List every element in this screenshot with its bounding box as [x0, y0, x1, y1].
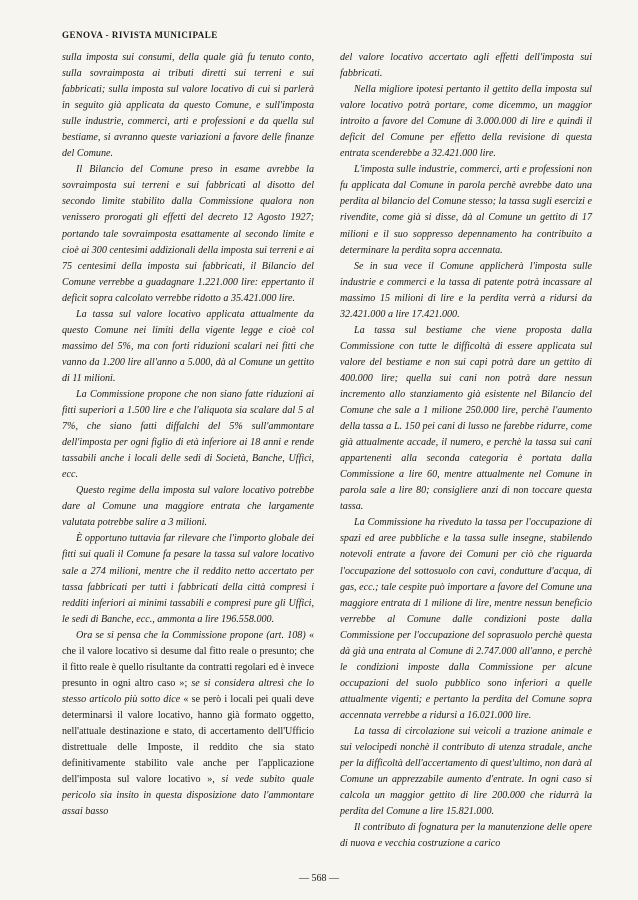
quoted-text: « se però i locali pei quali deve determinarsi il valore locativo, hanno già formato oggetto, nell'attuale destinazione e stato, di accertamento dell'Ufficio distrettuale delle Imposte, il reddito che sia stato definitivamente stabilito vale anche per l'applicazione dell'imposta sul valore locativo », [62, 693, 314, 786]
running-header: GENOVA - RIVISTA MUNICIPALE [62, 30, 218, 40]
left-column [62, 50, 314, 820]
paragraph-article-108 [62, 628, 314, 821]
paragraph: La tassa di circolazione sui veicoli a trazione animale e sui velocipedi nonchè il contributo di utenza stradale, anche per la difficoltà dell'accertamento di quest'ultimo, non darà al Comune un apprezzabile aumento d'entrate. In ogni caso si calcola un maggior gettito di lire 200.000 che ridurrà la perdita del Comune a lire 15.821.000. [340, 725, 592, 818]
page-number: — 568 — [299, 873, 339, 884]
paragraph: Questo regime della imposta sul valore locativo potrebbe dare al Comune una maggiore entrata che largamente valutata potrebbe salire a 3 milioni. [62, 485, 314, 529]
paragraph: Nella migliore ipotesi pertanto il gettito della imposta sul valore locativo potrà portare, come dicemmo, un maggior introito a favore del Comune di 3.000.000 di lire e quindi il deficit del Comune per effetto della revisione di questa entrata scenderebbe a 32.421.000 lire. [340, 84, 592, 160]
paragraph: Se in sua vece il Comune applicherà l'imposta sulle industrie e commerci e la tassa di patente potrà incassare al massimo 15 milioni di lire e la perdita verrà a ridursi da 32.421.000 a lire 17.421.000. [340, 260, 592, 320]
paragraph: del valore locativo accertato agli effetti dell'imposta sui fabbricati. [340, 52, 592, 80]
right-column [340, 50, 592, 852]
paragraph: La Commissione propone che non siano fatte riduzioni ai fitti superiori a 1.500 lire e che l'aliquota sia scalare dal 5 al 7%, che siano fatti diffalchi del 5% sull'ammontare dell'imposta per ogni figlio di età inferiore ai 18 anni e rende tassabili anche i locali delle sedi di Società, Banche, Uffici, ecc. [62, 388, 314, 481]
paragraph: Il contributo di fognatura per la manutenzione delle opere di nuova e vecchia costruzione a carico [340, 822, 592, 850]
paragraph: L'imposta sulle industrie, commerci, arti e professioni non fu applicata dal Comune in parola perchè avrebbe dato una perdita al bilancio del Comune stesso; la tassa sugli esercizi e rivendite, come già si disse, dà al Comune un gettito di 17 milioni e il suo soppresso depennamento ha contribuito a determinare la perdita sopra accennata. [340, 164, 592, 256]
text-run: si vede subito quale pericolo sia insito in questa disposizione dato l'ammontare assai basso [62, 774, 314, 818]
quoted-text: « che il valore locativo si desume dal fitto reale o presunto; che il fitto reale è quello risultante da contratti regolari ed è invece presunto in ogni altro caso »; [62, 629, 314, 689]
text-run: Ora se si pensa che la Commissione propone (art. 108) [76, 629, 309, 641]
paragraph: La tassa sul bestiame che viene proposta dalla Commissione con tutte le difficoltà di essere applicata sul valore del bestiame e non sui capi potrà dare un gettito di 400.000 lire; quella sui cani non potrà dare nessun incremento allo stanziamento già esistente nel Bilancio del Comune che sale a 1 milione 250.000 lire, perchè l'aumento della tassa a L. 150 pei cani di lusso ne farebbe ridurre, come già attualmente accade, il numero, e perchè la tassa sui cani appartenenti alla seconda categoria è portata dalla Commissione a lire 60, mentre attualmente nel Comune in parola sale a lire 80; consigliere anzi di non toccare questa tassa. [340, 324, 592, 513]
paragraph: La tassa sul valore locativo applicata attualmente da questo Comune nei limiti della vigente legge e cioè col massimo del 5%, ma con forti riduzioni scalari nei fitti che vanno da 1.200 lire all'anno a 5.000, dà al Comune un gettito di 11 milioni. [62, 308, 314, 384]
paragraph: sulla imposta sui consumi, della quale già fu tenuto conto, sulla sovraimposta ai tributi diretti sui terreni e sui fabbricati; sulla imposta sul valore locativo di cui si parlerà in seguito già applicata da questo Comune, e sull'imposta sulle industrie, commerci, arti e professioni e da quella sul bestiame, si avranno queste variazioni a favore delle finanze del Comune. [62, 52, 314, 160]
text-run: se si considera altresì che lo stesso articolo più sotto dice [62, 677, 314, 705]
paragraph: È opportuno tuttavia far rilevare che l'importo globale dei fitti sui quali il Comune fa pesare la tassa sul valore locativo sale a 274 milioni, mentre che il reddito netto accertato per tassa fabbricati per tutti i fabbricati della città compresi i redditi inferiori ai minimi tassabili e compresi pure gli Uffici, le sedi di Banche, ecc., ammonta a lire 196.558.000. [62, 533, 314, 625]
paragraph: La Commissione ha riveduto la tassa per l'occupazione di spazi ed aree pubbliche e la tassa sulle insegne, stabilendo notevoli entrate a favore dei Comuni per ciò che riguarda l'occupazione del sottosuolo con cavi, condutture d'acqua, di gas, ecc.; tale cespite può importare a favore del Comune una maggiore entrata di 1 milione di lire, mentre nessun beneficio verrebbe al Comune dalle condizioni poste dalla Commissione per l'occupazione del soprasuolo perchè questa dà già una entrata al Comune di 2.747.000 all'anno, e perchè le condizioni imposte dalla Commissione per alcune occupazioni del suolo pubblico sono inferiori a quelle attualmente vigenti; e pertanto la perdita del Comune sopra accennata verrebbe a ridursi a 16.021.000 lire. [340, 517, 592, 721]
paragraph: Il Bilancio del Comune preso in esame avrebbe la sovraimposta sui terreni e sui fabbricati al disotto del secondo limite stabilito dalla Commissione qualora non venissero prorogati gli effetti del decreto 12 Agosto 1927; portando tale sovraimposta esattamente al secondo limite e cioè ai 300 centesimi addizionali della imposta sui terreni e ai 75 centesimi della imposta sui fabbricati, il Bilancio del Comune verrebbe a guadagnare 1.221.000 lire: eppertanto il deficit sopra calcolato verrebbe ridotto a 35.421.000 lire. [62, 164, 314, 304]
